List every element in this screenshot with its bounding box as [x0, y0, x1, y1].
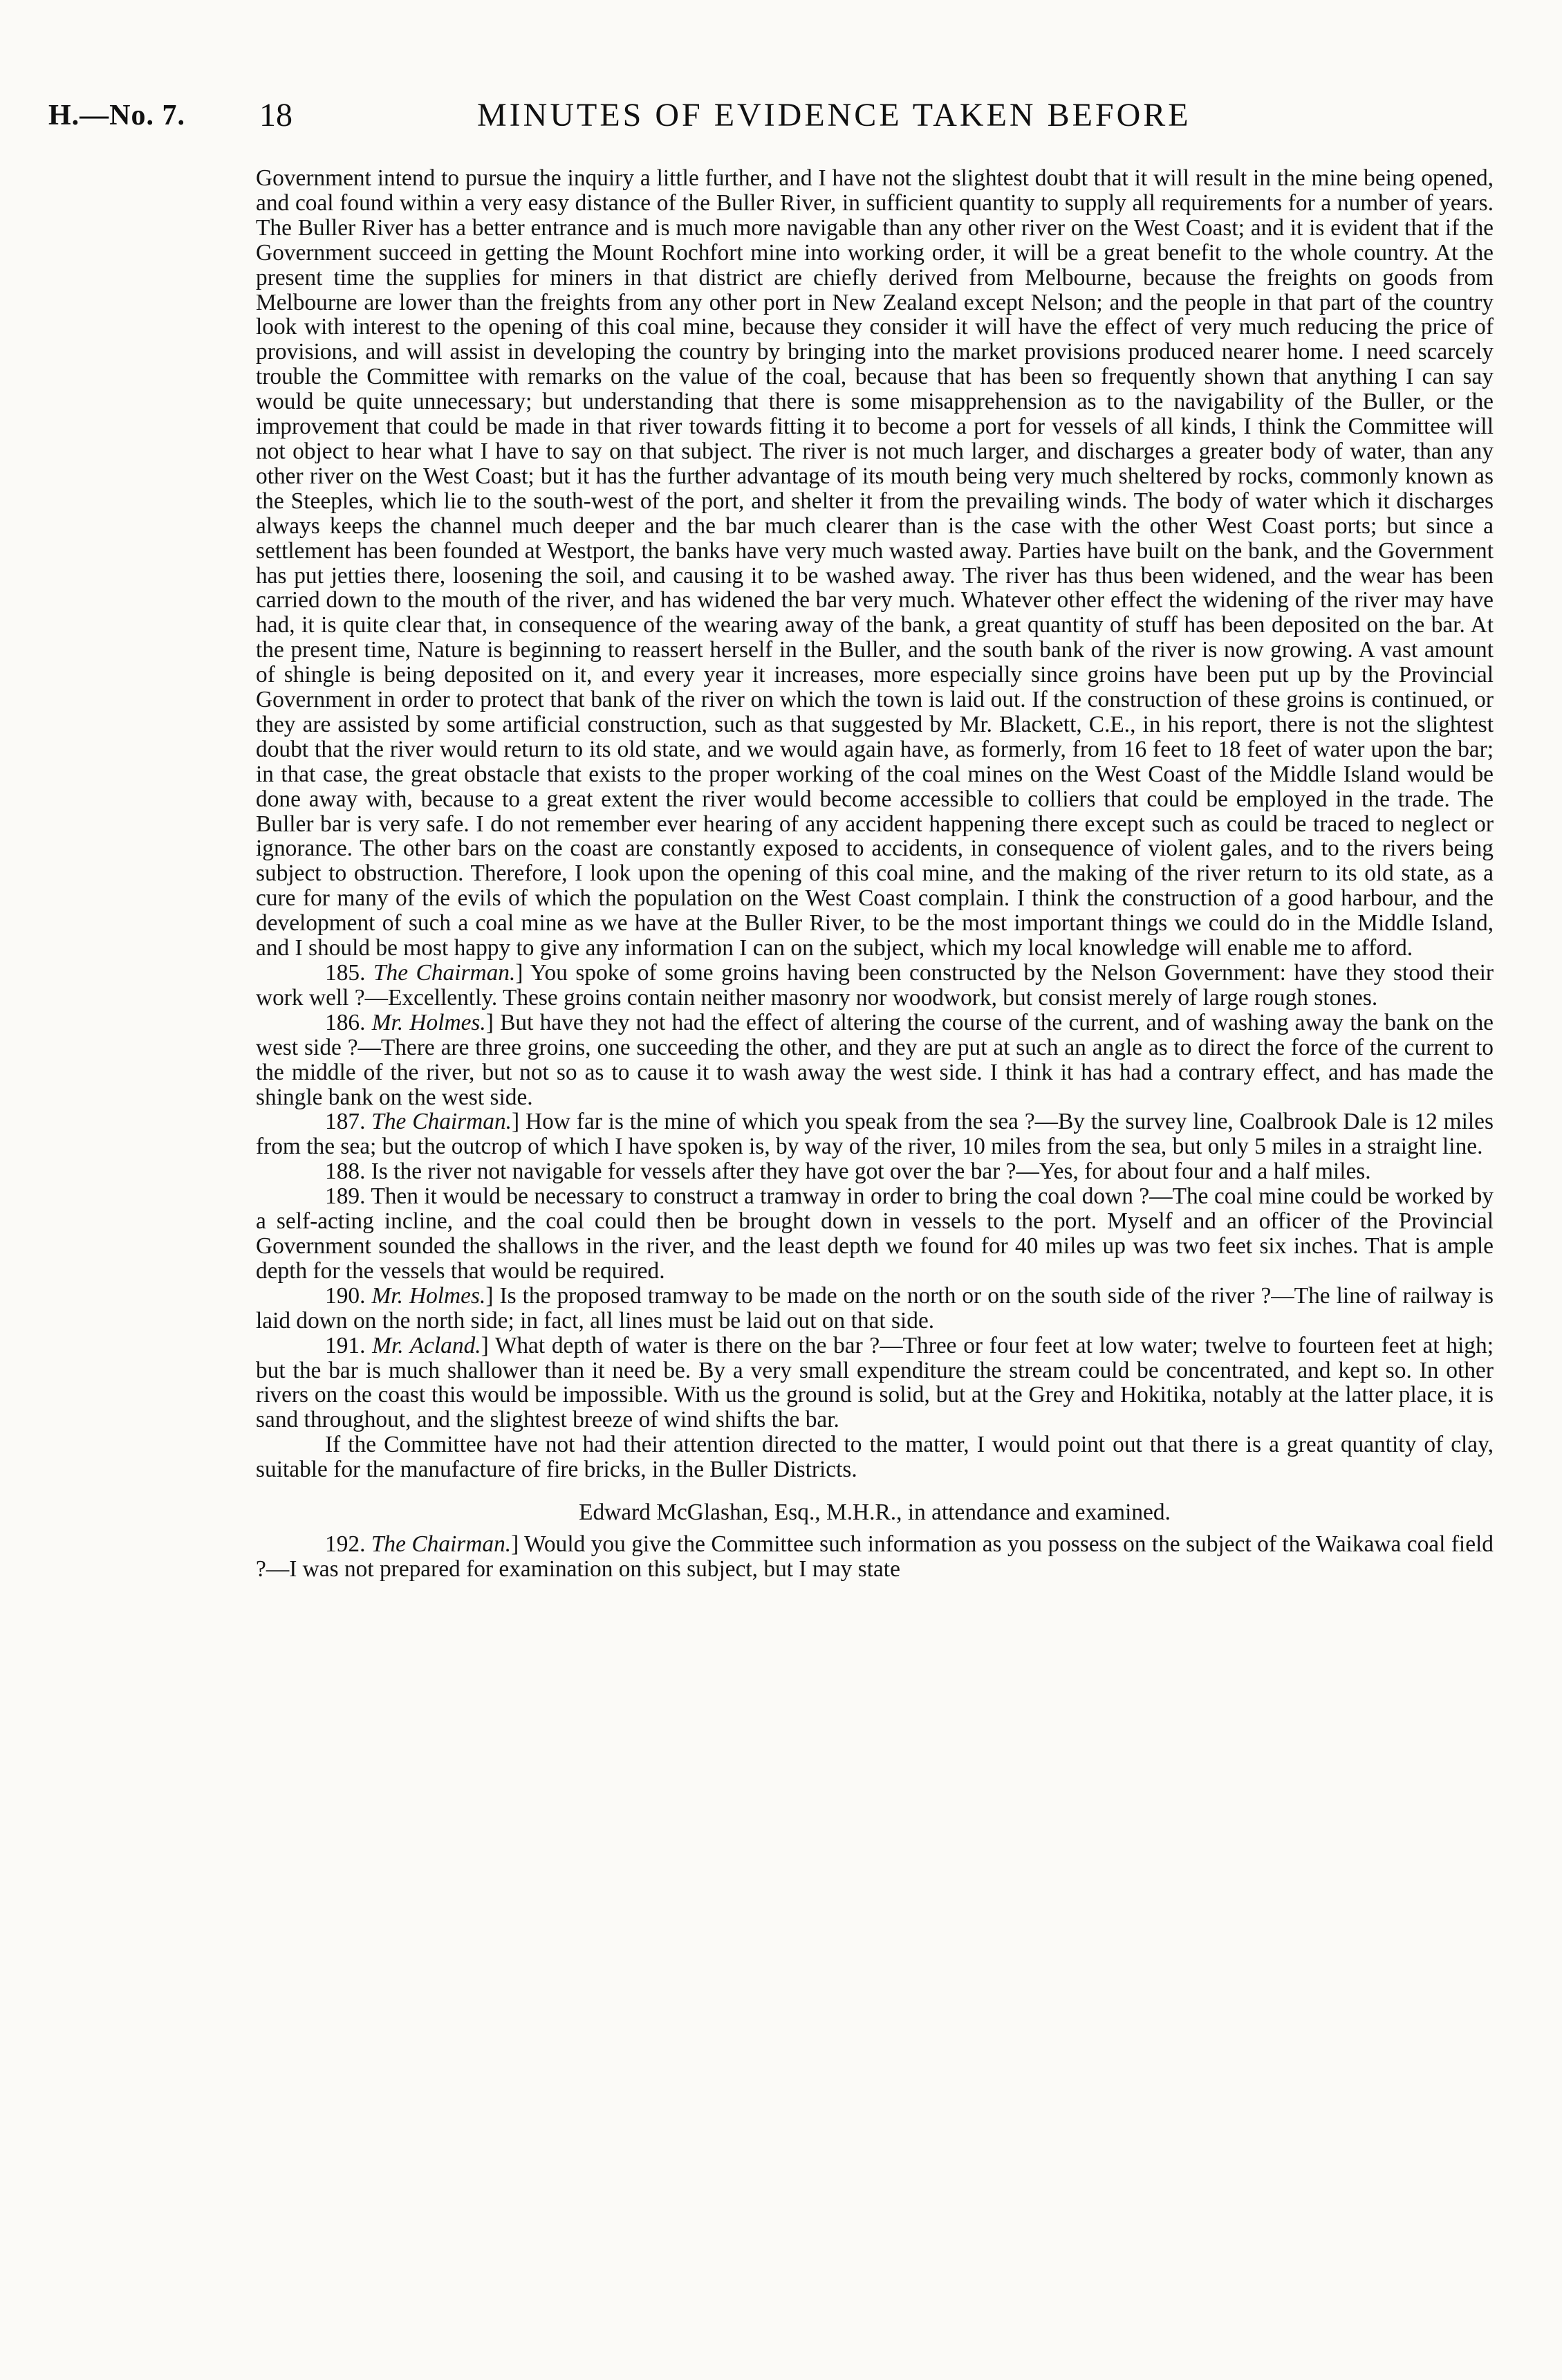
running-title: MINUTES OF EVIDENCE TAKEN BEFORE [477, 97, 1191, 133]
speaker: The Chairman. [373, 960, 516, 986]
question-number: 189. [325, 1183, 366, 1210]
question-text: ] But have they not had the effect of altering the course of the current, and of washing away the bank on the west side ?—There are three groins, one succeeding the other, and they are put at such an angle as to direct the force of the current to the middle of the river, but not so as to cause it to wash away the west side. I think it has had a contrary effect, and has made the shingle bank on the west side. [256, 1009, 1494, 1110]
question-number: 185. [325, 960, 366, 986]
question-text: ] Is the proposed tramway to be made on the north or on the south side of the river ?—The line of railway is laid down on the north side; in fact, all lines must be laid out on that side. [256, 1282, 1494, 1334]
question-text: ] How far is the mine of which you speak from the sea ?—By the survey line, Coalbrook Dale is 12 miles from the sea; but the outcrop of which I have spoken is, by way of the river, 10 miles from the sea, but only 5 miles in a straight line. [256, 1109, 1494, 1160]
speaker: The Chairman. [371, 1109, 512, 1135]
question-number: 186. [325, 1009, 366, 1035]
witness-heading: Edward McGlashan, Esq., M.H.R., in attendance and examined. [579, 1500, 1171, 1526]
question-number: 187. [325, 1109, 366, 1135]
question-number: 191. [325, 1332, 366, 1358]
question-191 [256, 1334, 1494, 1433]
question-188 [256, 1159, 1494, 1184]
question-187 [256, 1109, 1494, 1159]
speaker: Mr. Acland. [372, 1332, 481, 1358]
question-185 [256, 961, 1494, 1011]
question-186 [256, 1011, 1494, 1110]
question-189 [256, 1184, 1494, 1284]
question-text: ] What depth of water is there on the bar ?—Three or four feet at low water; twelve to fourteen feet at high; but the bar is much shallower than it need be. By a very small expenditure the stream could be concentrated, and kept so. In other rivers on the coast this would be impossible. With us the ground is solid, but at the Grey and Hokitika, notably at the latter place, it is sand throughout, and the slightest breeze of wind shifts the bar. [256, 1332, 1494, 1433]
document-reference: H.—No. 7. [48, 100, 185, 131]
paragraph-continuation: Government intend to pursue the inquiry a little further, and I have not the slightest doubt that it will result in the mine being opened, and coal found within a very easy distance of the Buller River, in sufficient quantity to supply all requirements for a number of years. The Buller River has a better entrance and is much more navigable than any other river on the West Coast; and it is evident that if the Government succeed in getting the Mount Rochfort mine into working order, it will be a great benefit to the whole country. At the present time the supplies for miners in that district are chiefly derived from Melbourne, because the freights on goods from Melbourne are lower than the freights from any other port in New Zealand except Nelson; and the people in that part of the country look with interest to the opening of this coal mine, because they consider it will have the effect of very much reducing the price of provisions, and will assist in developing the country by bringing into the market provisions produced nearer home. I need scarcely trouble the Committee with remarks on the value of the coal, because that has been so frequently shown that anything I can say would be quite unnecessary; but understanding that there is some misapprehension as to the navigability of the Buller, or the improvement that could be made in that river towards fitting it to become a port for vessels of all kinds, I think the Committee will not object to hear what I have to say on that subject. The river is not much larger, and discharges a greater body of water, than any other river on the West Coast; but it has the further advantage of its mouth being very much sheltered by rocks, commonly known as the Steeples, which lie to the south-west of the port, and shelter it from the prevailing winds. The body of water which it discharges always keeps the channel much deeper and the bar much clearer than is the case with the other West Coast ports; but since a settlement has been founded at Westport, the banks have very much wasted away. Parties have built on the bank, and the Government has put jetties there, loosening the soil, and causing it to be washed away. The river has thus been widened, and the wear has been carried down to the mouth of the river, and has widened the bar very much. Whatever other effect the widening of the river may have had, it is quite clear that, in consequence of the wearing away of the bank, a great quantity of stuff has been deposited on the bar. At the present time, Nature is beginning to reassert herself in the Buller, and the south bank of the river is now growing. A vast amount of shingle is being deposited on it, and every year it increases, more especially since groins have been put up by the Provincial Government in order to protect that bank of the river on which the town is laid out. If the construction of these groins is continued, or they are assisted by some artificial construction, such as that suggested by Mr. Blackett, C.E., in his report, there is not the slightest doubt that the river would return to its old state, and we would again have, as formerly, from 16 feet to 18 feet of water upon the bar; in that case, the great obstacle that exists to the proper working of the coal mines on the West Coast of the Middle Island would be done away with, because to a great extent the river would become accessible to colliers that could be employed in the trade. The Buller bar is very safe. I do not remember ever hearing of any accident happening there except such as could be traced to neglect or ignorance. The other bars on the coast are constantly exposed to accidents, in consequence of violent gales, and to the rivers being subject to obstruction. Therefore, I look upon the opening of this coal mine, and the making of the river return to its old state, as a cure for many of the evils of which the population on the West Coast complain. I think the construction of a good harbour, and the development of such a coal mine as we have at the Buller River, to be the most important things we could do in the Middle Island, and I should be most happy to give any information I can on the subject, which my local knowledge will enable me to afford. [256, 165, 1494, 961]
page-number: 18 [259, 97, 292, 133]
question-text: ] Would you give the Committee such information as you possess on the subject of the Waikawa coal field ?—I was not prepared for examination on this subject, but I may state [256, 1531, 1494, 1582]
paragraph-fire-bricks: If the Committee have not had their attention directed to the matter, I would point out that there is a great quantity of clay, suitable for the manufacture of fire bricks, in the Buller Districts. [256, 1432, 1494, 1483]
speaker: Mr. Holmes. [371, 1282, 486, 1309]
speaker: Mr. Holmes. [371, 1009, 486, 1035]
question-number: 190. [325, 1282, 366, 1309]
page-header [48, 93, 1500, 135]
document-body [256, 166, 1494, 1582]
question-190 [256, 1284, 1494, 1334]
question-text: ] You spoke of some groins having been constructed by the Nelson Government: have they stood their work well ?—Excellently. These groins contain neither masonry nor woodwork, but consist merely of large rough stones. [256, 960, 1494, 1011]
question-192 [256, 1532, 1494, 1582]
question-number: 192. [325, 1531, 366, 1557]
speaker: The Chairman. [371, 1531, 512, 1557]
question-text: Then it would be necessary to construct a tramway in order to bring the coal down ?—The coal mine could be worked by a self-acting incline, and the coal could then be brought down in vessels to the port. Myself and an officer of the Provincial Government sounded the shallows in the river, and the least depth we found for 40 miles up was two feet six inches. That is ample depth for the vessels that would be required. [256, 1183, 1494, 1284]
question-number: 188. [325, 1159, 366, 1185]
question-text: Is the river not navigable for vessels after they have got over the bar ?—Yes, for about four and a half miles. [371, 1159, 1371, 1185]
